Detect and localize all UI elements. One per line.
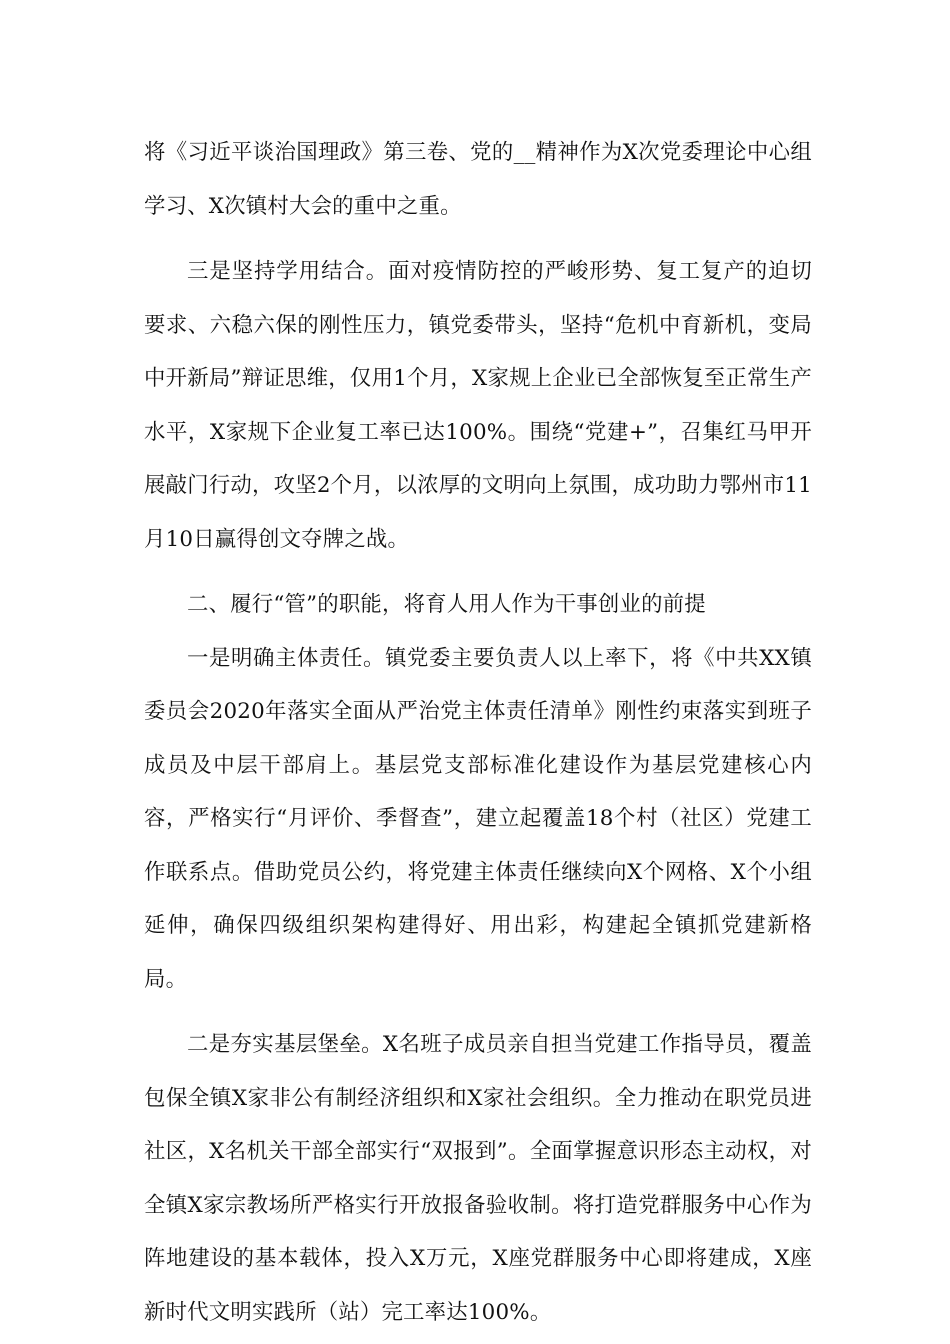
section-heading-management: 二、履行“管”的职能，将育人用人作为干事创业的前提 (187, 592, 706, 617)
paragraph-continuation: 将《习近平谈治国理政》第三卷、党的__精神作为X次党委理论中心组学习、X次镇村大会的重中之重。 (144, 140, 812, 219)
paragraph-main-responsibility: 一是明确主体责任。镇党委主要负责人以上率下，将《中共XX镇委员会2020年落实全面从严治党主体责任清单》刚性约束落实到班子成员及中层干部肩上。基层党支部标准化建设作为基层党建核心内容，严格实行“月评价、季督查”，建立起覆盖18个村（社区）党建工作联系点。借助党员公约，将党建主体责任继续向X个网格、X个小组延伸，确保四级组织架构建得好、用出彩，构建起全镇抓党建新格局。 (144, 645, 812, 992)
paragraph-grassroots-fortress: 二是夯实基层堡垒。X名班子成员亲自担当党建工作指导员，覆盖包保全镇X家非公有制经济组织和X家社会组织。全力推动在职党员进社区，X名机关干部全部实行“双报到”。全面掌握意识形态主动权，对全镇X家宗教场所严格实行开放报备验收制。将打造党群服务中心作为阵地建设的基本载体，投入X万元，X座党群服务中心即将建成，X座新时代文明实践所（站）完工率达100%。 (144, 1032, 812, 1325)
document-body (144, 126, 812, 1339)
paragraph-study-application: 三是坚持学用结合。面对疫情防控的严峻形势、复工复产的迫切要求、六稳六保的刚性压力，镇党委带头，坚持“危机中育新机，变局中开新局”辩证思维，仅用1个月，X家规上企业已全部恢复至正常生产水平，X家规下企业复工率已达100%。围绕“党建+”，召集红马甲开展敲门行动，攻坚2个月，以浓厚的文明向上氛围，成功助力鄂州市11月10日赢得创文夺牌之战。 (144, 259, 812, 552)
